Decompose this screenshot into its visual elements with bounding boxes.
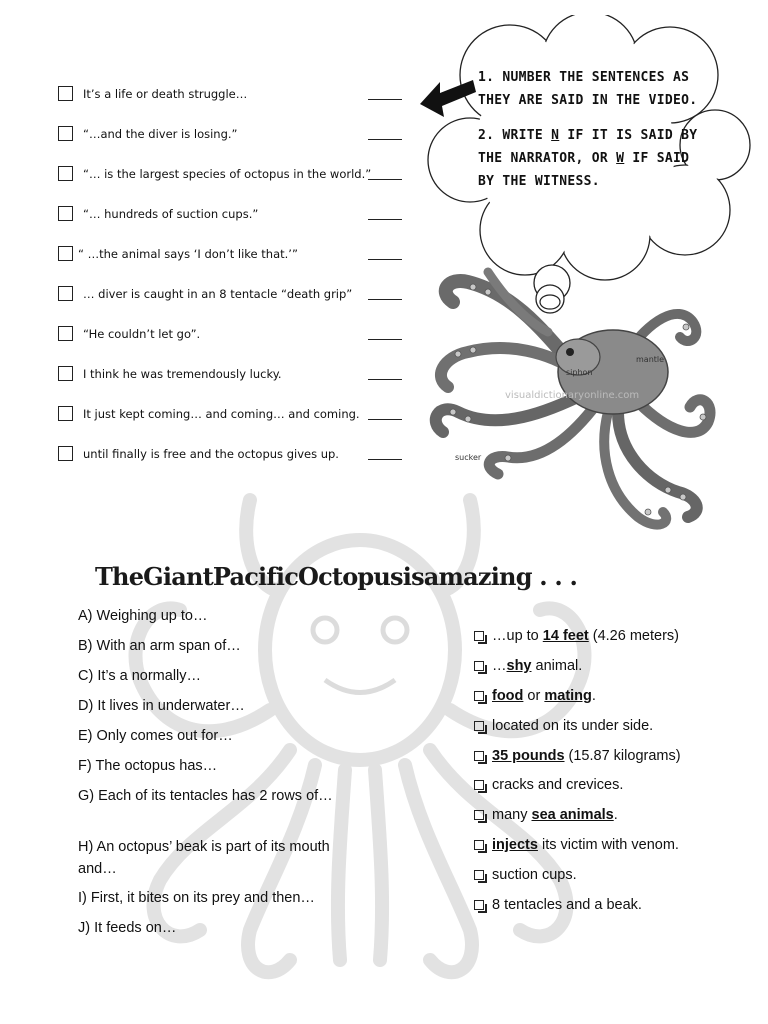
checkbox[interactable] bbox=[474, 810, 484, 820]
answer-item[interactable]: …up to 14 feet (4.26 meters) bbox=[474, 628, 754, 644]
answer-item[interactable]: food or mating. bbox=[474, 688, 754, 704]
checkbox[interactable] bbox=[58, 446, 73, 461]
checkbox[interactable] bbox=[474, 840, 484, 850]
checklist-item[interactable]: “…and the diver is losing.” bbox=[58, 124, 408, 146]
list-item: D) It lives in underwater… bbox=[78, 698, 245, 714]
list-item: C) It’s a normally… bbox=[78, 668, 202, 684]
checkbox[interactable] bbox=[474, 751, 484, 761]
page-title: TheGiantPacificOctopusisamazing . . . bbox=[95, 562, 578, 591]
list-item: B) With an arm span of… bbox=[78, 638, 241, 654]
answer-item[interactable]: 35 pounds (15.87 kilograms) bbox=[474, 748, 754, 764]
checkbox[interactable] bbox=[474, 721, 484, 731]
answer-blank[interactable] bbox=[368, 459, 402, 460]
checklist-item[interactable]: I think he was tremendously lucky. bbox=[58, 364, 408, 386]
answer-blank[interactable] bbox=[368, 139, 402, 140]
answer-item[interactable]: located on its under side. bbox=[474, 718, 754, 734]
checkbox[interactable] bbox=[58, 86, 73, 101]
answer-blank[interactable] bbox=[368, 179, 402, 180]
list-item: I) First, it bites on its prey and then… bbox=[78, 890, 315, 906]
octopus-diagram bbox=[428, 262, 718, 542]
checkbox[interactable] bbox=[58, 126, 73, 141]
instructions bbox=[478, 66, 708, 205]
label-sucker: sucker bbox=[455, 453, 482, 462]
answer-blank[interactable] bbox=[368, 379, 402, 380]
checklist-item[interactable]: “He couldn’t let go”. bbox=[58, 324, 408, 346]
label-siphon: siphon bbox=[566, 368, 593, 377]
checklist-item[interactable]: “… hundreds of suction cups.” bbox=[58, 204, 408, 226]
checklist-item[interactable]: “… is the largest species of octopus in the world.” bbox=[58, 164, 408, 186]
instruction-step-2: 2. WRITE N IF IT IS SAID BY THE NARRATOR, OR W IF SAID BY THE WITNESS. bbox=[478, 128, 698, 189]
answer-item[interactable]: 8 tentacles and a beak. bbox=[474, 897, 754, 913]
list-item: F) The octopus has… bbox=[78, 758, 218, 774]
checkbox[interactable] bbox=[474, 870, 484, 880]
checkbox[interactable] bbox=[58, 286, 73, 301]
checkbox[interactable] bbox=[58, 246, 73, 261]
answer-item[interactable]: many sea animals. bbox=[474, 807, 754, 823]
list-item: A) Weighing up to… bbox=[78, 608, 208, 624]
checkbox[interactable] bbox=[474, 780, 484, 790]
answer-item[interactable]: …shy animal. bbox=[474, 658, 754, 674]
answer-blank[interactable] bbox=[368, 99, 402, 100]
list-item: J) It feeds on… bbox=[78, 920, 177, 936]
checkbox[interactable] bbox=[474, 900, 484, 910]
list-item: H) An octopus’ beak is part of its mouth and… bbox=[78, 839, 330, 877]
checkbox[interactable] bbox=[58, 366, 73, 381]
checklist-item[interactable]: until finally is free and the octopus gives up. bbox=[58, 444, 408, 466]
checkbox[interactable] bbox=[58, 406, 73, 421]
diagram-watermark: visualdictionaryonline.com bbox=[505, 390, 640, 401]
checklist-item[interactable]: It’s a life or death struggle… bbox=[58, 84, 408, 106]
list-item: E) Only comes out for… bbox=[78, 728, 233, 744]
answer-blank[interactable] bbox=[368, 259, 402, 260]
checklist-item[interactable]: It just kept coming… and coming… and coming. bbox=[58, 404, 408, 426]
checkbox[interactable] bbox=[474, 691, 484, 701]
arrow-left-icon bbox=[418, 74, 478, 122]
answer-blank[interactable] bbox=[368, 299, 402, 300]
checklist-item[interactable]: “ …the animal says ‘I don’t like that.’” bbox=[58, 244, 408, 266]
checklist-item[interactable]: … diver is caught in an 8 tentacle “death grip” bbox=[58, 284, 408, 306]
checkbox[interactable] bbox=[474, 631, 484, 641]
checkbox[interactable] bbox=[58, 206, 73, 221]
answer-item[interactable]: cracks and crevices. bbox=[474, 777, 754, 793]
checkbox[interactable] bbox=[58, 326, 73, 341]
answer-item[interactable]: suction cups. bbox=[474, 867, 754, 883]
label-mantle: mantle bbox=[636, 355, 665, 364]
checkbox[interactable] bbox=[58, 166, 73, 181]
list-item: G) Each of its tentacles has 2 rows of… bbox=[78, 788, 333, 804]
answer-item[interactable]: injects its victim with venom. bbox=[474, 837, 754, 853]
answer-blank[interactable] bbox=[368, 339, 402, 340]
instruction-step-1: 1. NUMBER THE SENTENCES AS THEY ARE SAID IN THE VIDEO. bbox=[478, 70, 698, 108]
answer-blank[interactable] bbox=[368, 419, 402, 420]
answer-blank[interactable] bbox=[368, 219, 402, 220]
checkbox[interactable] bbox=[474, 661, 484, 671]
